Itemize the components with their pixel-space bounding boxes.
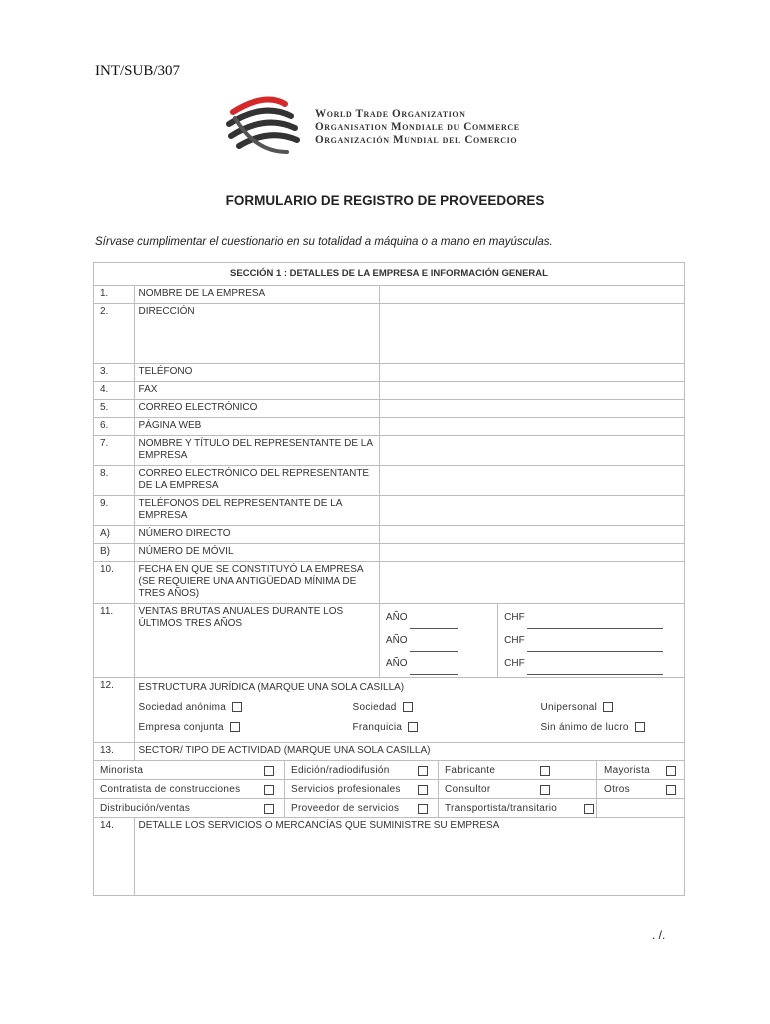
checkbox-servicios-profesionales[interactable] (418, 785, 428, 795)
field-label: SECTOR/ TIPO DE ACTIVIDAD (MARQUE UNA SOLA CASILLA) (134, 743, 684, 761)
row-number: 5. (94, 400, 135, 418)
field-label: TELÉFONOS DEL REPRESENTANTE DE LA EMPRESA (134, 496, 379, 526)
row-number: 6. (94, 418, 135, 436)
form-title: FORMULARIO DE REGISTRO DE PROVEEDORES (225, 193, 545, 208)
checkbox-unipersonal[interactable] (603, 702, 613, 712)
checkbox-empresa-conjunta[interactable] (230, 722, 240, 732)
row-number: 12. (94, 678, 135, 743)
checkbox-mayorista[interactable] (666, 766, 676, 776)
services-description-field[interactable] (134, 818, 684, 896)
sales-amount-column: CHF CHF CHF (498, 604, 685, 678)
document-reference: INT/SUB/307 (95, 63, 181, 79)
field-label: NOMBRE Y TÍTULO DEL REPRESENTANTE DE LA EMPRESA (134, 436, 379, 466)
email-field[interactable] (379, 400, 684, 418)
row-number: A) (94, 526, 135, 544)
field-label: ESTRUCTURA JURÍDICA (MARQUE UNA SOLA CASILLA) (138, 682, 405, 693)
checkbox-proveedor-de-servicios[interactable] (418, 804, 428, 814)
row-number: 11. (94, 604, 135, 678)
organization-names (315, 108, 520, 147)
incorporation-date-field[interactable] (379, 562, 684, 604)
mobile-number-field[interactable] (379, 544, 684, 562)
field-label: CORREO ELECTRÓNICO DEL REPRESENTANTE DE LA EMPRESA (134, 466, 379, 496)
checkbox-minorista[interactable] (264, 766, 274, 776)
wto-logo (225, 92, 555, 162)
field-label: NOMBRE DE LA EMPRESA (134, 286, 379, 304)
company-name-field[interactable] (379, 286, 684, 304)
field-label: CORREO ELECTRÓNICO (134, 400, 379, 418)
field-label: DETALLE LOS SERVICIOS O MERCANCÍAS QUE SUMINISTRE SU EMPRESA (138, 820, 500, 831)
field-label: PÁGINA WEB (134, 418, 379, 436)
direct-number-field[interactable] (379, 526, 684, 544)
representative-name-field[interactable] (379, 436, 684, 466)
checkbox-distribucion-ventas[interactable] (264, 804, 274, 814)
field-label: NÚMERO DIRECTO (134, 526, 379, 544)
checkbox-sociedad-anonima[interactable] (232, 702, 242, 712)
checkbox-transportista-transitario[interactable] (584, 804, 594, 814)
row-number: 10. (94, 562, 135, 604)
row-number: 1. (94, 286, 135, 304)
row-number: 8. (94, 466, 135, 496)
checkbox-otros[interactable] (666, 785, 676, 795)
field-label: NÚMERO DE MÓVIL (134, 544, 379, 562)
registration-form-table (93, 262, 685, 896)
representative-phones-field[interactable] (379, 496, 684, 526)
row-number: 14. (94, 818, 135, 896)
phone-field[interactable] (379, 364, 684, 382)
org-name-es: Organización Mundial del Comercio (315, 134, 518, 146)
website-field[interactable] (379, 418, 684, 436)
field-label: VENTAS BRUTAS ANUALES DURANTE LOS ÚLTIMOS TRES AÑOS (134, 604, 379, 678)
checkbox-consultor[interactable] (540, 785, 550, 795)
address-field[interactable] (379, 304, 684, 364)
legal-structure-cell: ESTRUCTURA JURÍDICA (MARQUE UNA SOLA CASILLA) Sociedad anónima Sociedad Unipersonal Empresa conjunta Franquicia Sin ánimo de lucro (134, 678, 684, 743)
row-number: 9. (94, 496, 135, 526)
row-number: 13. (94, 743, 135, 761)
form-instructions: Sírvase cumplimentar el cuestionario en su totalidad a máquina o a mano en mayúsculas. (95, 236, 553, 248)
org-name-fr: Organisation Mondiale du Commerce (315, 121, 520, 133)
sales-amount-field[interactable] (527, 674, 663, 675)
activity-type-cell: Minorista Edición/radiodifusión Fabricante Mayorista Contratista de construcciones Servicios profesionales Consultor Otros Distribución/ventas Proveedor de servicios Transportista/transitario (94, 761, 685, 818)
representative-email-field[interactable] (379, 466, 684, 496)
wto-emblem-icon (225, 92, 305, 162)
checkbox-contratista[interactable] (264, 785, 274, 795)
field-label: TELÉFONO (134, 364, 379, 382)
checkbox-edicion-radiodifusion[interactable] (418, 766, 428, 776)
fax-field[interactable] (379, 382, 684, 400)
field-label: DIRECCIÓN (134, 304, 379, 364)
field-label: FAX (134, 382, 379, 400)
checkbox-sociedad[interactable] (403, 702, 413, 712)
row-number: 7. (94, 436, 135, 466)
field-label: FECHA EN QUE SE CONSTITUYÓ LA EMPRESA (SE REQUIERE UNA ANTIGÜEDAD MÍNIMA DE TRES AÑOS) (134, 562, 379, 604)
checkbox-fabricante[interactable] (540, 766, 550, 776)
row-number: B) (94, 544, 135, 562)
org-name-en: World Trade Organization (315, 108, 466, 120)
continuation-mark: . /. (652, 928, 666, 942)
sales-year-column: AÑO AÑO AÑO (379, 604, 497, 678)
row-number: 3. (94, 364, 135, 382)
checkbox-franquicia[interactable] (408, 722, 418, 732)
section-1-header: SECCIÓN 1 : DETALLES DE LA EMPRESA E INFORMACIÓN GENERAL (94, 263, 685, 286)
row-number: 2. (94, 304, 135, 364)
row-number: 4. (94, 382, 135, 400)
sales-year-field[interactable] (410, 674, 458, 675)
checkbox-sin-animo-de-lucro[interactable] (635, 722, 645, 732)
